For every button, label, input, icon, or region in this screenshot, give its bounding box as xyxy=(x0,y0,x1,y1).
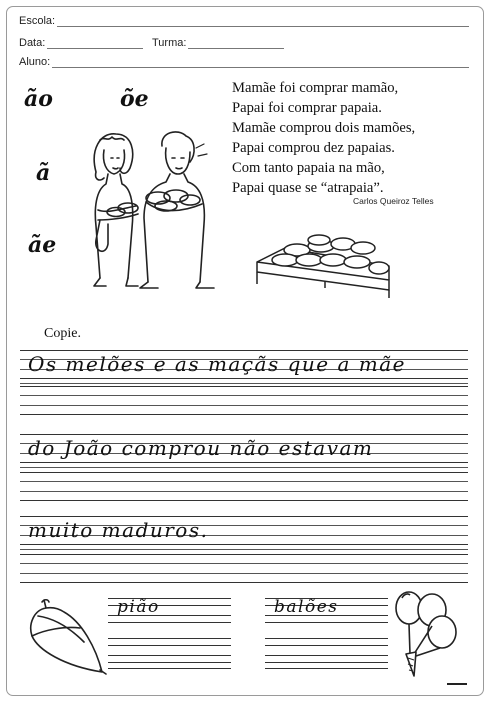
word-piao: pião xyxy=(117,597,160,617)
poem xyxy=(232,78,415,198)
syllable-ae: ãe xyxy=(28,232,57,258)
word-baloes: balões xyxy=(274,597,339,617)
spinning-top-illustration xyxy=(24,596,108,676)
data-label: Data: xyxy=(19,37,46,49)
cursive-line-2 xyxy=(20,434,468,468)
cursive-line-3 xyxy=(20,516,468,550)
poem-line: Papai comprou dez papaias. xyxy=(232,140,395,156)
cursive-text: Os melões e as maçãs que a mãe xyxy=(28,352,406,376)
aluno-label: Aluno: xyxy=(19,56,51,68)
word-writing-box-left[interactable] xyxy=(108,638,231,672)
cursive-text: do João comprou não estavam xyxy=(28,436,374,460)
cursive-line-1 xyxy=(20,350,468,384)
poem-author: Carlos Queiroz Telles xyxy=(353,196,434,206)
copy-instruction: Copie. xyxy=(44,326,81,341)
escola-field[interactable] xyxy=(57,26,469,27)
writing-line[interactable] xyxy=(20,472,468,506)
escola-label: Escola: xyxy=(19,15,56,27)
poem-line: Mamãe foi comprar mamão, xyxy=(232,80,399,96)
writing-line[interactable] xyxy=(20,554,468,588)
poem-line: Papai quase se “atrapaia”. xyxy=(232,180,384,196)
turma-field[interactable] xyxy=(188,48,284,49)
poem-line: Com tanto papaia na mão, xyxy=(232,160,385,176)
word-box-piao xyxy=(108,598,231,632)
poem-line: Papai foi comprar papaia. xyxy=(232,100,382,116)
aluno-field[interactable] xyxy=(52,67,469,68)
poem-line: Mamãe comprou dois mamões, xyxy=(232,120,416,136)
syllable-a: ã xyxy=(36,160,51,186)
cursive-text: muito maduros. xyxy=(28,518,209,542)
writing-line[interactable] xyxy=(20,386,468,420)
data-field[interactable] xyxy=(47,48,143,49)
syllable-ao: ão xyxy=(24,86,53,112)
couple-illustration xyxy=(86,128,216,290)
balloons-illustration xyxy=(392,588,464,680)
turma-label: Turma: xyxy=(152,37,187,49)
page-mark xyxy=(447,683,467,685)
papaya-crate-illustration xyxy=(255,222,391,300)
word-box-baloes xyxy=(265,598,388,632)
syllable-oe: õe xyxy=(120,86,149,112)
word-writing-box-right[interactable] xyxy=(265,638,388,672)
